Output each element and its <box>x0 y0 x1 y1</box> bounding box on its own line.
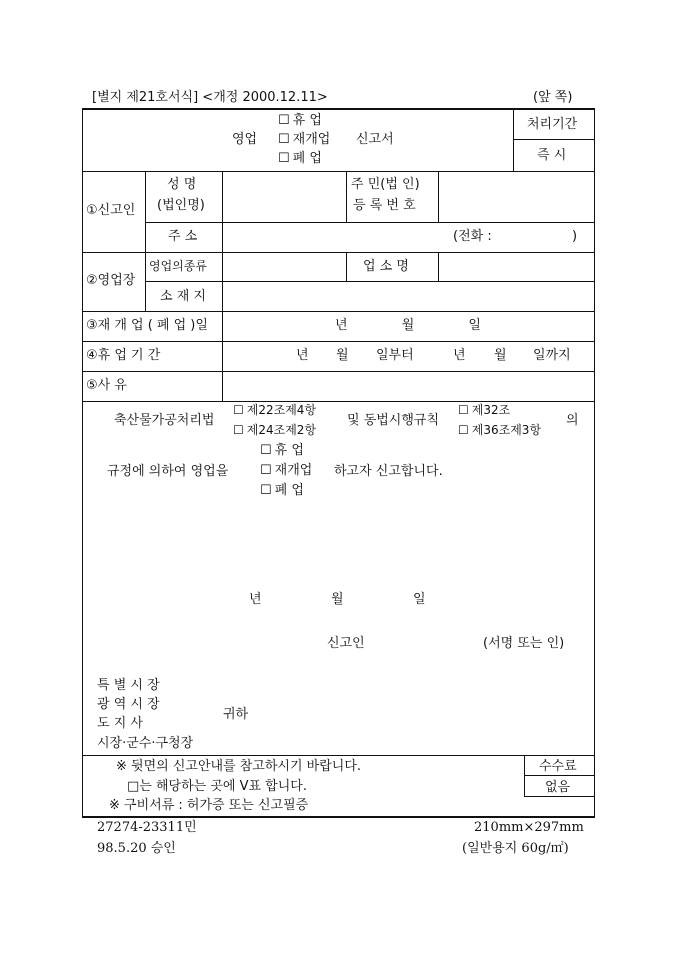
note-documents: ※ 구비서류 : 허가증 또는 신고필증 <box>109 798 309 813</box>
signature-field[interactable]: (서명 또는 인) <box>483 636 565 651</box>
rule-option-36-3[interactable]: ☐ 제36조제3항 <box>458 424 541 436</box>
form-code: 27274-23311민 <box>97 820 197 835</box>
title-option-close[interactable]: ☐ 폐 업 <box>278 152 322 165</box>
suspension-to-year[interactable]: 년 <box>453 348 466 363</box>
processing-period-label: 처리기간 <box>527 117 578 132</box>
declaration-month[interactable]: 월 <box>331 592 344 607</box>
id-number-label: 주 민(법 인) <box>351 177 420 192</box>
fee-value: 없음 <box>545 780 571 795</box>
processing-period-value: 즉 시 <box>537 148 567 163</box>
office-name-label: 업 소 명 <box>363 259 409 274</box>
address-label: 주 소 <box>168 229 198 244</box>
law-of: 의 <box>566 413 579 428</box>
phone-close: ) <box>572 229 578 244</box>
name-field[interactable] <box>226 190 341 208</box>
title-option-reopen[interactable]: ☐ 재개업 <box>278 133 330 146</box>
reporter-section-label: ①신고인 <box>86 203 136 218</box>
phone-label: (전화 : <box>453 229 492 244</box>
title-prefix: 영업 <box>232 132 258 147</box>
law-conjunction: 및 동법시행규칙 <box>347 413 440 428</box>
title-option-suspend[interactable]: ☐ 휴 업 <box>278 114 322 127</box>
law-option-24-2[interactable]: ☐ 제24조제2항 <box>233 424 316 436</box>
addressee-mayor: 시장·군수·구청장 <box>97 736 194 751</box>
location-label: 소 재 지 <box>160 289 206 304</box>
fee-label: 수수료 <box>539 759 577 774</box>
location-field[interactable] <box>226 289 590 305</box>
suspension-to-day[interactable]: 일까지 <box>533 348 571 363</box>
registration-number-label: 등 록 번 호 <box>353 198 416 213</box>
declaration-tail: 하고자 신고합니다. <box>334 464 443 479</box>
business-type-field[interactable] <box>226 259 341 275</box>
form-label: [별지 제21호서식] <개정 2000.12.11> <box>92 90 328 105</box>
reason-field[interactable] <box>226 377 590 395</box>
reason-label: ⑤사 유 <box>86 378 127 393</box>
addressee-metro-city: 광 역 시 장 <box>97 697 160 712</box>
suspension-period-label: ④휴 업 기 간 <box>86 348 161 363</box>
reopen-date-value[interactable]: 년 월 일 <box>335 318 481 333</box>
law-option-22-4[interactable]: ☐ 제22조제4항 <box>233 404 316 416</box>
title-suffix: 신고서 <box>356 132 394 147</box>
declare-option-reopen[interactable]: ☐ 재개업 <box>260 464 312 477</box>
declare-option-suspend[interactable]: ☐ 휴 업 <box>260 444 304 457</box>
addressee-governor: 도 지 사 <box>97 716 143 731</box>
suspension-from-year[interactable]: 년 <box>296 348 309 363</box>
corp-name-label: (법인명) <box>157 198 205 213</box>
note-checkbox: □는 해당하는 곳에 V표 합니다. <box>127 779 307 794</box>
paper-type: (일반용지 60g/㎡) <box>462 841 569 856</box>
name-label: 성 명 <box>167 177 197 192</box>
business-type-label: 영업의종류 <box>149 259 207 273</box>
address-field[interactable] <box>226 230 446 246</box>
page-side: (앞 쪽) <box>533 90 573 105</box>
law-name: 축산물가공처리법 <box>114 413 215 428</box>
declaration-year[interactable]: 년 <box>249 592 262 607</box>
declaration-lead: 규정에 의하여 영업을 <box>107 464 229 479</box>
suspension-to-month[interactable]: 월 <box>494 348 507 363</box>
rule-option-32[interactable]: ☐ 제32조 <box>458 404 510 416</box>
declare-option-close[interactable]: ☐ 폐 업 <box>260 484 304 497</box>
declaration-day[interactable]: 일 <box>413 592 426 607</box>
note-refer-back: ※ 뒷면의 신고안내를 참고하시기 바랍니다. <box>116 759 362 774</box>
suspension-from-day[interactable]: 일부터 <box>376 348 414 363</box>
suspension-from-month[interactable]: 월 <box>336 348 349 363</box>
id-number-field[interactable] <box>442 190 590 208</box>
addressee-honorific: 귀하 <box>223 707 249 722</box>
office-name-field[interactable] <box>442 259 590 275</box>
business-section-label: ②영업장 <box>86 273 136 288</box>
addressee-special-city: 특 별 시 장 <box>97 678 160 693</box>
approval-date: 98.5.20 승인 <box>97 841 176 856</box>
reopen-date-label: ③재 개 업 ( 폐 업 )일 <box>86 318 208 333</box>
paper-size: 210mm×297mm <box>474 820 584 835</box>
applicant-label: 신고인 <box>327 636 365 651</box>
